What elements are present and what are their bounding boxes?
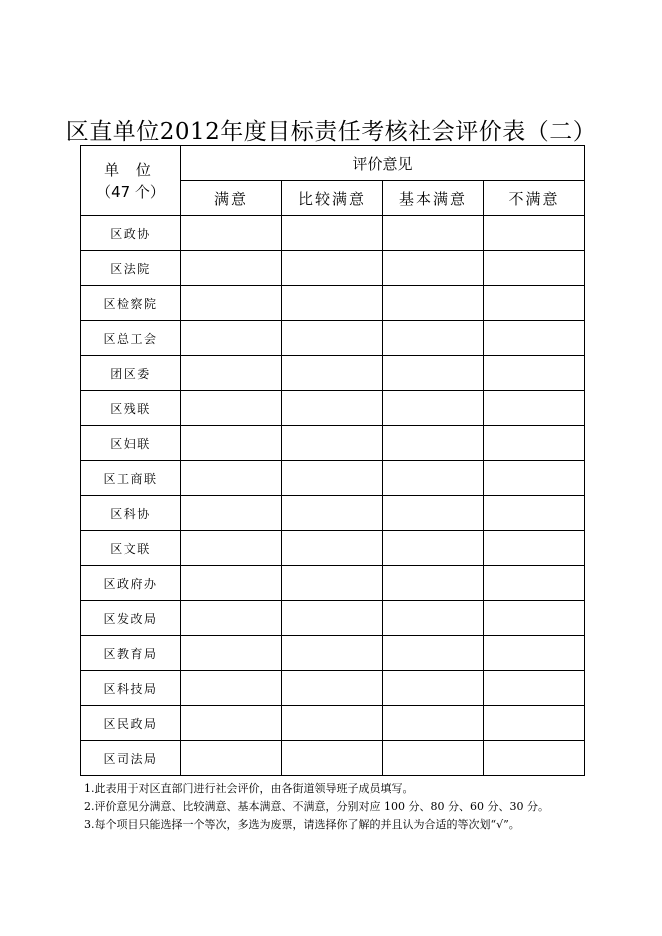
rating-cell-satisfied[interactable] [181,286,282,321]
rating-cell-satisfied[interactable] [181,321,282,356]
note-3: 3.每个项目只能选择一个等次，多选为废票，请选择你了解的并且认为合适的等次划“√”。 [84,818,520,831]
rating-cell-basically-satisfied[interactable] [383,321,484,356]
unit-name: 区工商联 [81,461,181,496]
rating-cell-satisfied[interactable] [181,461,282,496]
table-row [81,461,585,496]
note-1: 1.此表用于对区直部门进行社会评价，由各街道领导班子成员填写。 [84,782,414,795]
unit-name: 团区委 [81,356,181,391]
rating-cell-satisfied[interactable] [181,496,282,531]
rating-cell-basically-satisfied[interactable] [383,216,484,251]
table-row [81,426,585,461]
table-row [81,601,585,636]
option-header-satisfied: 满意 [181,181,282,216]
note-2: 2.评价意见分满意、比较满意、基本满意、不满意，分别对应 100 分、80 分、60 分、30 分。 [84,800,549,813]
form-title: 区直单位2012年度目标责任考核社会评价表（二） [65,119,597,145]
rating-cell-unsatisfied[interactable] [484,706,585,741]
rating-cell-fairly-satisfied[interactable] [282,356,383,391]
unit-name: 区总工会 [81,321,181,356]
table-row [81,321,585,356]
unit-name: 区民政局 [81,706,181,741]
unit-name: 区检察院 [81,286,181,321]
rating-cell-fairly-satisfied[interactable] [282,636,383,671]
rating-cell-unsatisfied[interactable] [484,636,585,671]
rating-cell-unsatisfied[interactable] [484,251,585,286]
rating-cell-satisfied[interactable] [181,356,282,391]
unit-name: 区教育局 [81,636,181,671]
unit-name: 区科技局 [81,671,181,706]
unit-name: 区政府办 [81,566,181,601]
unit-name: 区政协 [81,216,181,251]
unit-name: 区残联 [81,391,181,426]
table-row [81,251,585,286]
rating-cell-unsatisfied[interactable] [484,496,585,531]
rating-cell-unsatisfied[interactable] [484,356,585,391]
rating-cell-basically-satisfied[interactable] [383,531,484,566]
rating-cell-unsatisfied[interactable] [484,286,585,321]
rating-cell-fairly-satisfied[interactable] [282,671,383,706]
rating-cell-fairly-satisfied[interactable] [282,741,383,776]
rating-cell-satisfied[interactable] [181,636,282,671]
rating-cell-basically-satisfied[interactable] [383,706,484,741]
table-row [81,671,585,706]
rating-cell-fairly-satisfied[interactable] [282,216,383,251]
unit-header-count: （47 个） [96,182,165,201]
unit-name: 区司法局 [81,741,181,776]
rating-cell-unsatisfied[interactable] [484,321,585,356]
rating-cell-fairly-satisfied[interactable] [282,566,383,601]
rating-cell-basically-satisfied[interactable] [383,496,484,531]
rating-cell-satisfied[interactable] [181,671,282,706]
rating-cell-unsatisfied[interactable] [484,391,585,426]
rating-cell-fairly-satisfied[interactable] [282,286,383,321]
unit-name: 区妇联 [81,426,181,461]
rating-cell-fairly-satisfied[interactable] [282,251,383,286]
evaluation-table [80,145,585,776]
rating-cell-unsatisfied[interactable] [484,671,585,706]
table-row [81,391,585,426]
table-row [81,741,585,776]
table-row [81,636,585,671]
evaluation-header: 评价意见 [181,146,585,181]
rating-cell-satisfied[interactable] [181,391,282,426]
rating-cell-basically-satisfied[interactable] [383,426,484,461]
unit-name: 区法院 [81,251,181,286]
unit-name: 区科协 [81,496,181,531]
table-row [81,496,585,531]
rating-cell-satisfied[interactable] [181,531,282,566]
unit-name: 区发改局 [81,601,181,636]
rating-cell-satisfied[interactable] [181,706,282,741]
rating-cell-basically-satisfied[interactable] [383,566,484,601]
rating-cell-unsatisfied[interactable] [484,531,585,566]
rating-cell-fairly-satisfied[interactable] [282,461,383,496]
rating-cell-fairly-satisfied[interactable] [282,426,383,461]
rating-cell-basically-satisfied[interactable] [383,391,484,426]
rating-cell-fairly-satisfied[interactable] [282,706,383,741]
table-row [81,566,585,601]
rating-cell-unsatisfied[interactable] [484,566,585,601]
rating-cell-unsatisfied[interactable] [484,216,585,251]
rating-cell-satisfied[interactable] [181,601,282,636]
unit-header-label: 单 位 [104,160,157,179]
option-header-basically-satisfied: 基本满意 [383,181,484,216]
option-header-fairly-satisfied: 比较满意 [282,181,383,216]
notes [84,780,644,834]
rating-cell-unsatisfied[interactable] [484,461,585,496]
rating-cell-satisfied[interactable] [181,426,282,461]
rating-cell-satisfied[interactable] [181,741,282,776]
rating-cell-basically-satisfied[interactable] [383,741,484,776]
rating-cell-unsatisfied[interactable] [484,426,585,461]
rating-cell-fairly-satisfied[interactable] [282,496,383,531]
table-row [81,706,585,741]
rating-cell-fairly-satisfied[interactable] [282,321,383,356]
table-body [81,216,585,776]
unit-name: 区文联 [81,531,181,566]
rating-cell-satisfied[interactable] [181,566,282,601]
rating-cell-fairly-satisfied[interactable] [282,531,383,566]
rating-cell-satisfied[interactable] [181,216,282,251]
rating-cell-basically-satisfied[interactable] [383,356,484,391]
rating-cell-basically-satisfied[interactable] [383,636,484,671]
header-row-top [81,146,585,181]
rating-cell-fairly-satisfied[interactable] [282,601,383,636]
rating-cell-basically-satisfied[interactable] [383,671,484,706]
unit-header [81,146,181,216]
table-row [81,356,585,391]
table-row [81,531,585,566]
rating-cell-basically-satisfied[interactable] [383,461,484,496]
rating-cell-basically-satisfied[interactable] [383,251,484,286]
option-header-unsatisfied: 不满意 [484,181,585,216]
table-row [81,216,585,251]
rating-cell-fairly-satisfied[interactable] [282,391,383,426]
rating-cell-satisfied[interactable] [181,251,282,286]
rating-cell-unsatisfied[interactable] [484,601,585,636]
rating-cell-unsatisfied[interactable] [484,741,585,776]
rating-cell-basically-satisfied[interactable] [383,601,484,636]
table-row [81,286,585,321]
rating-cell-basically-satisfied[interactable] [383,286,484,321]
